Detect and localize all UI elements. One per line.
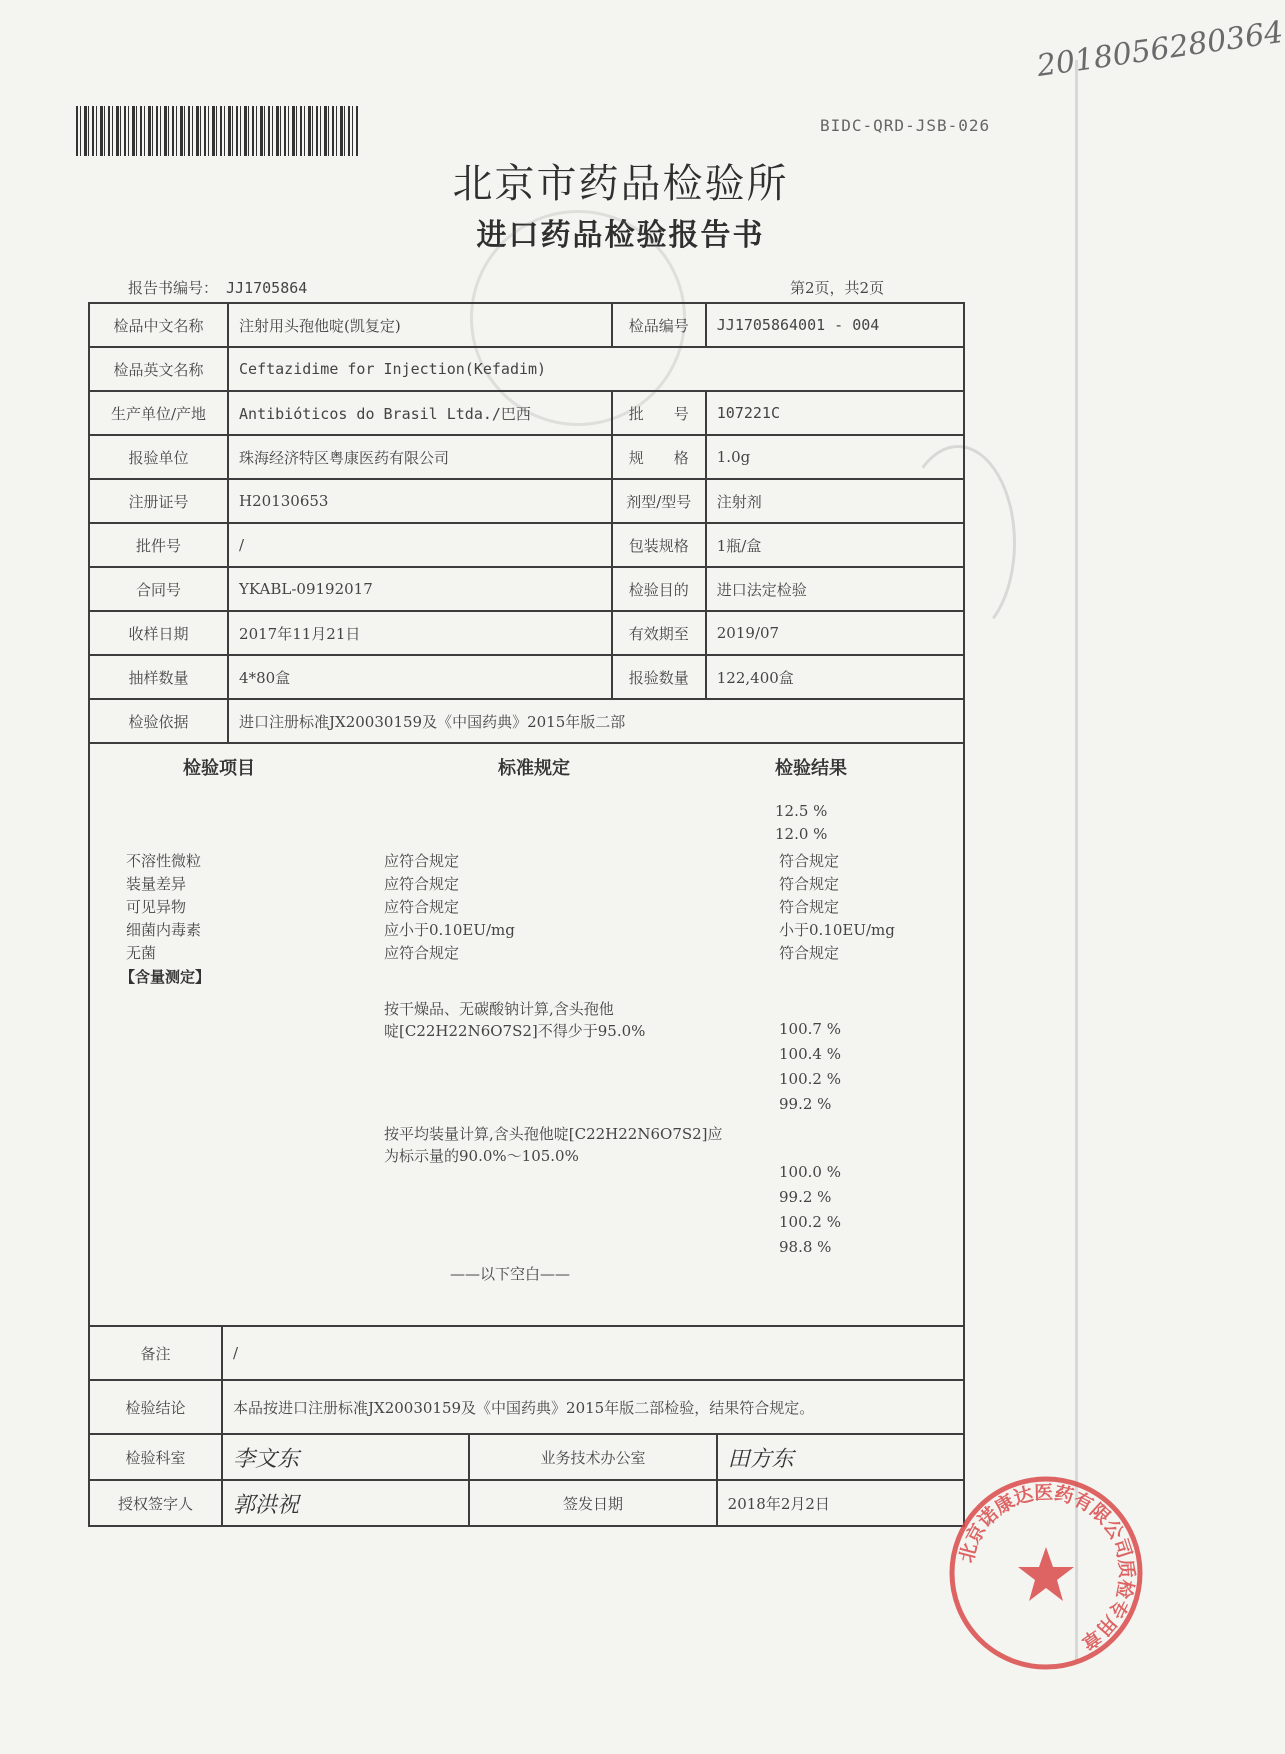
batch-value: 107221C — [706, 391, 964, 435]
assay-value: 100.2 % — [779, 1070, 841, 1088]
received-label: 收样日期 — [89, 611, 228, 655]
basis-label: 检验依据 — [89, 699, 228, 743]
org-title: 北京市药品检验所 — [452, 161, 789, 207]
results-header-item: 检验项目 — [183, 758, 255, 779]
batch-label: 批 号 — [612, 391, 706, 435]
dosage-value: 注射剂 — [706, 479, 964, 523]
assay-standard-1b: 啶[C22H22N6O7S2]不得少于95.0% — [384, 1022, 646, 1040]
table-row — [89, 1326, 964, 1380]
results-header-result: 检验结果 — [775, 758, 847, 779]
table-row — [89, 611, 964, 655]
cn-name-value: 注射用头孢他啶(凯复定) — [228, 303, 612, 347]
report-number-line — [128, 277, 307, 298]
dept-signature-text: 李文东 — [233, 1446, 300, 1472]
expiry-label: 有效期至 — [612, 611, 706, 655]
producer-value: Antibióticos do Brasil Ltda./巴西 — [228, 391, 612, 435]
footer-table — [88, 1325, 965, 1527]
end-marker: ——以下空白—— — [450, 1265, 571, 1283]
spec-value: 1.0g — [706, 435, 964, 479]
doc-title: 进口药品检验报告书 — [476, 218, 765, 253]
table-row — [89, 1434, 964, 1480]
table-row — [89, 523, 964, 567]
office-label: 业务技术办公室 — [469, 1434, 716, 1480]
seal-star-icon — [1018, 1547, 1074, 1601]
assay-standard-2: 按平均装量计算,含头孢他啶[C22H22N6O7S2]应 — [384, 1125, 723, 1143]
package-value: 1瓶/盒 — [706, 523, 964, 567]
assay-value: 99.2 % — [779, 1095, 832, 1113]
test-item: 细菌内毒素 — [126, 921, 202, 939]
table-row — [89, 347, 964, 391]
table-row — [89, 391, 964, 435]
test-item: 无菌 — [126, 944, 157, 962]
purpose-value: 进口法定检验 — [706, 567, 964, 611]
office-signature — [717, 1434, 964, 1480]
report-number: JJ1705864 — [226, 279, 308, 297]
test-result: 小于0.10EU/mg — [779, 921, 895, 939]
basis-value: 进口注册标准JX20030159及《中国药典》2015年版二部 — [228, 699, 964, 743]
assay-standard-2b: 为标示量的90.0%～105.0% — [384, 1147, 579, 1165]
sample-no-label: 检品编号 — [612, 303, 706, 347]
reg-no-label: 注册证号 — [89, 479, 228, 523]
producer-label: 生产单位/产地 — [89, 391, 228, 435]
purpose-label: 检验目的 — [612, 567, 706, 611]
approval-no-label: 批件号 — [89, 523, 228, 567]
reported-qty-value: 122,400盒 — [706, 655, 964, 699]
assay-value: 100.0 % — [779, 1163, 841, 1181]
en-name-value: Ceftazidime for Injection(Kefadim) — [228, 347, 964, 391]
cn-name-label: 检品中文名称 — [89, 303, 228, 347]
sampled-qty-value: 4*80盒 — [228, 655, 612, 699]
test-result: 符合规定 — [779, 875, 840, 893]
result-value: 12.5 % — [775, 802, 828, 820]
dept-signature — [222, 1434, 469, 1480]
assay-value: 98.8 % — [779, 1238, 832, 1256]
issue-date-value: 2018年2月2日 — [717, 1480, 964, 1526]
test-standard: 应符合规定 — [384, 944, 460, 962]
table-row — [89, 1380, 964, 1434]
seal-text-path: 北京诺康达医药有限公司质检专用章 — [955, 1481, 1138, 1654]
test-result: 符合规定 — [779, 898, 840, 916]
remark-label: 备注 — [89, 1326, 222, 1380]
dosage-label: 剂型/型号 — [612, 479, 706, 523]
test-item: 不溶性微粒 — [126, 852, 202, 870]
assay-value: 100.4 % — [779, 1045, 841, 1063]
test-standard: 应符合规定 — [384, 898, 460, 916]
info-table — [88, 302, 965, 744]
applicant-value: 珠海经济特区粤康医药有限公司 — [228, 435, 612, 479]
test-standard: 应符合规定 — [384, 875, 460, 893]
test-result: 符合规定 — [779, 944, 840, 962]
spec-label: 规 格 — [612, 435, 706, 479]
expiry-value: 2019/07 — [706, 611, 964, 655]
test-standard: 应小于0.10EU/mg — [384, 921, 515, 939]
table-row — [89, 479, 964, 523]
package-label: 包装规格 — [612, 523, 706, 567]
table-row — [89, 655, 964, 699]
assay-value: 100.2 % — [779, 1213, 841, 1231]
report-number-label: 报告书编号： — [128, 279, 219, 297]
signatory-label: 授权签字人 — [89, 1480, 222, 1526]
reg-no-value: H20130653 — [228, 479, 612, 523]
table-row — [89, 699, 964, 743]
test-result: 符合规定 — [779, 852, 840, 870]
assay-value: 99.2 % — [779, 1188, 832, 1206]
test-item: 可见异物 — [126, 898, 187, 916]
signatory-signature-text: 郭洪祝 — [233, 1492, 300, 1518]
reported-qty-label: 报验数量 — [612, 655, 706, 699]
issue-date-label: 签发日期 — [469, 1480, 716, 1526]
assay-value: 100.7 % — [779, 1020, 841, 1038]
received-value: 2017年11月21日 — [228, 611, 612, 655]
company-seal — [946, 1473, 1146, 1673]
signatory-signature — [222, 1480, 469, 1526]
handwritten-number: 2018056280364 — [1034, 14, 1285, 85]
table-row — [89, 435, 964, 479]
en-name-label: 检品英文名称 — [89, 347, 228, 391]
table-row — [89, 303, 964, 347]
assay-title: 【含量测定】 — [120, 968, 211, 986]
form-code: BIDC-QRD-JSB-026 — [820, 116, 991, 135]
conclusion-value: 本品按进口注册标准JX20030159及《中国药典》2015年版二部检验，结果符合规定。 — [222, 1380, 964, 1434]
dept-label: 检验科室 — [89, 1434, 222, 1480]
table-row — [89, 567, 964, 611]
sample-no-value: JJ1705864001 - 004 — [706, 303, 964, 347]
conclusion-label: 检验结论 — [89, 1380, 222, 1434]
page-info: 第2页，共2页 — [790, 279, 885, 297]
sampled-qty-label: 抽样数量 — [89, 655, 228, 699]
applicant-label: 报验单位 — [89, 435, 228, 479]
test-item: 装量差异 — [126, 875, 187, 893]
assay-standard-1: 按干燥品、无碳酸钠计算,含头孢他 — [384, 1000, 614, 1018]
table-row — [89, 1480, 964, 1526]
result-value: 12.0 % — [775, 825, 828, 843]
paper-edge — [1075, 60, 1078, 1660]
contract-label: 合同号 — [89, 567, 228, 611]
office-signature-text: 田方东 — [727, 1446, 794, 1472]
results-header-standard: 标准规定 — [498, 758, 570, 779]
contract-value: YKABL-09192017 — [228, 567, 612, 611]
test-standard: 应符合规定 — [384, 852, 460, 870]
approval-no-value: / — [228, 523, 612, 567]
remark-value: / — [222, 1326, 964, 1380]
barcode — [76, 106, 358, 156]
